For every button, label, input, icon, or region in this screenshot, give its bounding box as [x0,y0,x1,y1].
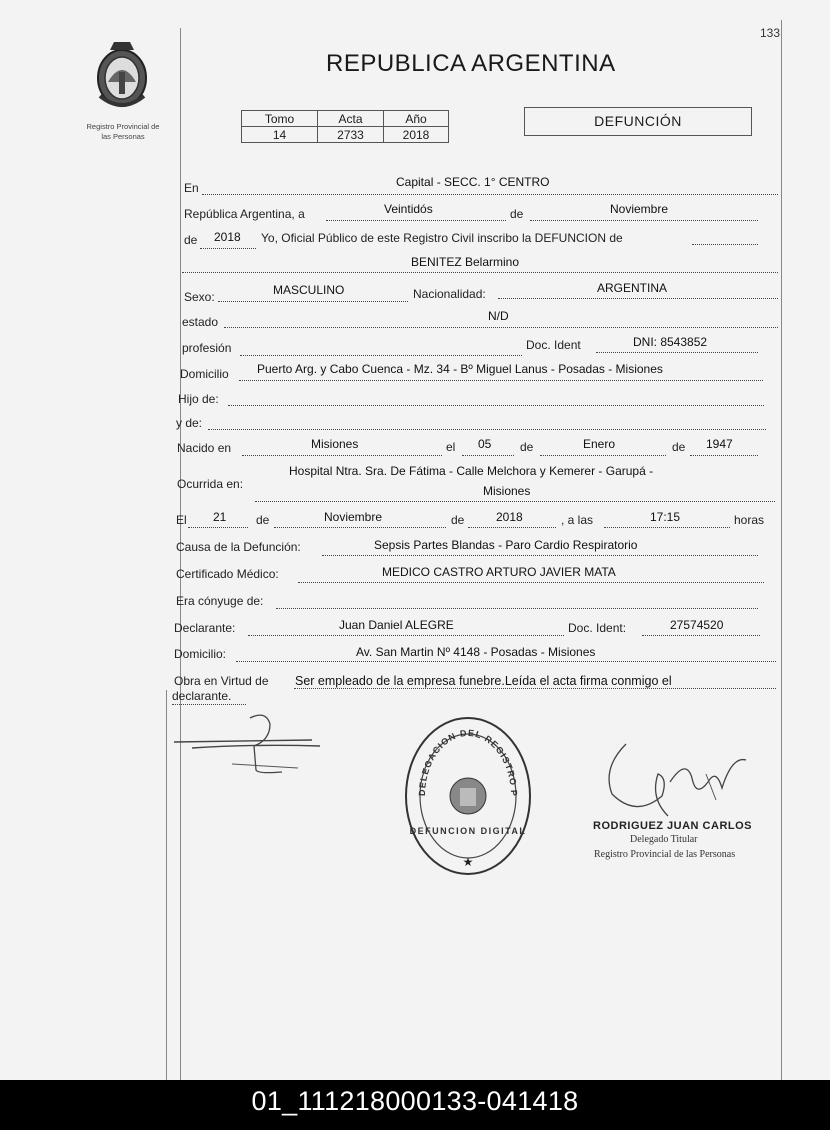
right-margin-line [781,20,782,1080]
de-nac2-label: de [672,440,686,454]
hora-line [604,527,730,528]
oficial-trailing-line [692,244,758,245]
republica-label: República Argentina, a [184,207,305,221]
dni-value: DNI: 8543852 [633,335,708,349]
el2-label: El [176,513,187,527]
oficial-role: Delegado Titular [630,834,698,845]
f-anio-line [468,527,556,528]
estado-value: N/D [488,309,509,323]
stamp-inner-text: DEFUNCION DIGITAL [409,826,527,836]
doc-ident2-label: Doc. Ident: [568,621,627,635]
de-f1-label: de [256,513,270,527]
page-number: 133 [759,26,780,40]
f-anio-value: 2018 [496,510,523,524]
de-nac1-label: de [520,440,534,454]
obra-label: Obra en Virtud de [174,674,269,688]
obra-value: Ser empleado de la empresa funebre.Leída el acta firma conmigo el [295,674,672,688]
causa-line [322,555,758,556]
mes-value: Noviembre [610,202,669,216]
sexo-label: Sexo: [184,290,215,304]
conyuge-line [276,608,758,609]
obra-line [294,688,776,689]
oficial-signature-icon [596,738,756,828]
acta-value: 2733 [318,127,384,143]
certificado-label: Certificado Médico: [176,567,279,581]
svg-text:★: ★ [462,855,474,869]
f-mes-line [274,527,446,528]
mes-line [530,220,758,221]
acta-header: Acta [318,111,384,127]
causa-value: Sepsis Partes Blandas - Paro Cardio Respiratorio [374,538,638,552]
estado-label: estado [182,315,219,329]
nac-dia-line [462,455,514,456]
oficial-institution: Registro Provincial de las Personas [594,849,736,860]
nacido-en-line [242,455,442,456]
profesion-label: profesión [182,341,232,355]
anio-value: 2018 [214,230,241,244]
certificado-line [298,582,764,583]
document-title: REPUBLICA ARGENTINA [326,50,616,77]
sexo-value: MASCULINO [273,283,345,297]
conyuge-label: Era cónyuge de: [176,594,264,608]
nac-mes-line [540,455,666,456]
causa-label: Causa de la Defunción: [176,540,301,554]
y-de-line [208,429,766,430]
left-margin-line [180,28,181,1080]
domicilio-label: Domicilio [180,367,229,381]
registro-header-row [242,111,449,127]
estado-line [224,327,778,328]
stamp-outer-text: DELEGACION DEL REGISTRO P [416,727,520,798]
oficial-text: Yo, Oficial Público de este Registro Civil inscribo la DEFUNCION de [261,231,623,245]
lugar-value: Capital - SECC. 1° CENTRO [396,175,550,189]
official-stamp [403,716,533,876]
doc-ident-label: Doc. Ident [526,338,581,352]
hijo-de-line [228,405,764,406]
certificado-value: MEDICO CASTRO ARTURO JAVIER MATA [382,565,616,579]
domicilio-value: Puerto Arg. y Cabo Cuenca - Mz. 34 - Bº Miguel Lanus - Posadas - Misiones [257,362,663,376]
declarante-domicilio-value: Av. San Martin Nº 4148 - Posadas - Misiones [356,645,596,659]
tomo-value: 14 [242,127,318,143]
y-de-label: y de: [176,416,203,430]
nac-mes-value: Enero [583,437,616,451]
obra-line2-label: declarante. [172,689,232,703]
f-dia-line [188,527,248,528]
registro-provincial-label: Registro Provincial de las Personas [86,122,160,141]
registro-table [241,110,449,143]
profesion-line [240,355,522,356]
declarante-label: Declarante: [174,621,236,635]
nacionalidad-value: ARGENTINA [597,281,668,295]
en-label: En [184,181,199,195]
domicilio-line [239,380,763,381]
registro-value-row [242,127,449,143]
hijo-de-label: Hijo de: [178,392,219,406]
f-mes-value: Noviembre [324,510,383,524]
sexo-line [218,301,408,302]
anio-value: 2018 [384,127,449,143]
ocurrida-en-label: Ocurrida en: [177,477,244,491]
footer-document-id: 01_111218000133-041418 [251,1086,579,1116]
nombre-value: BENITEZ Belarmino [411,255,520,269]
f-dia-value: 21 [213,510,227,524]
dni-line [596,352,758,353]
declarante-signature-icon [172,712,322,776]
hora-value: 17:15 [650,510,681,524]
nacido-en-value: Misiones [311,437,359,451]
nac-anio-line [690,455,758,456]
ocurrida-line2-value: Misiones [483,484,531,498]
de2-label: de [184,233,198,247]
a-las-label: , a las [561,513,594,527]
dia-letras-value: Veintidós [384,202,433,216]
document-type-box: DEFUNCIÓN [524,107,752,136]
declarante-line [248,635,564,636]
de-label: de [510,207,524,221]
declarante-domicilio-line [236,661,776,662]
el-label: el [446,440,456,454]
nacionalidad-line [498,298,778,299]
nacionalidad-label: Nacionalidad: [413,287,486,301]
oficial-name: RODRIGUEZ JUAN CARLOS [593,820,753,832]
declarante-doc-value: 27574520 [670,618,724,632]
anio-header: Año [384,111,449,127]
nac-anio-value: 1947 [706,437,733,451]
misiones-coat-of-arms-icon [90,38,154,114]
domicilio2-label: Domicilio: [174,647,227,661]
nombre-line [182,272,778,273]
declarante-doc-line [642,635,760,636]
dia-letras-line [326,220,506,221]
anio-line [200,248,256,249]
nacido-en-label: Nacido en [177,441,232,455]
lugar-line [202,194,778,195]
de-f2-label: de [451,513,465,527]
tomo-header: Tomo [242,111,318,127]
declarante-value: Juan Daniel ALEGRE [339,618,454,632]
horas-label: horas [734,513,765,527]
left-margin-line-lower [166,690,167,1080]
nac-dia-value: 05 [478,437,492,451]
ocurrida-line [255,501,775,502]
obra-line2-underline [172,704,246,705]
ocurrida-line1-value: Hospital Ntra. Sra. De Fátima - Calle Melchora y Kemerer - Garupá - [289,464,654,478]
